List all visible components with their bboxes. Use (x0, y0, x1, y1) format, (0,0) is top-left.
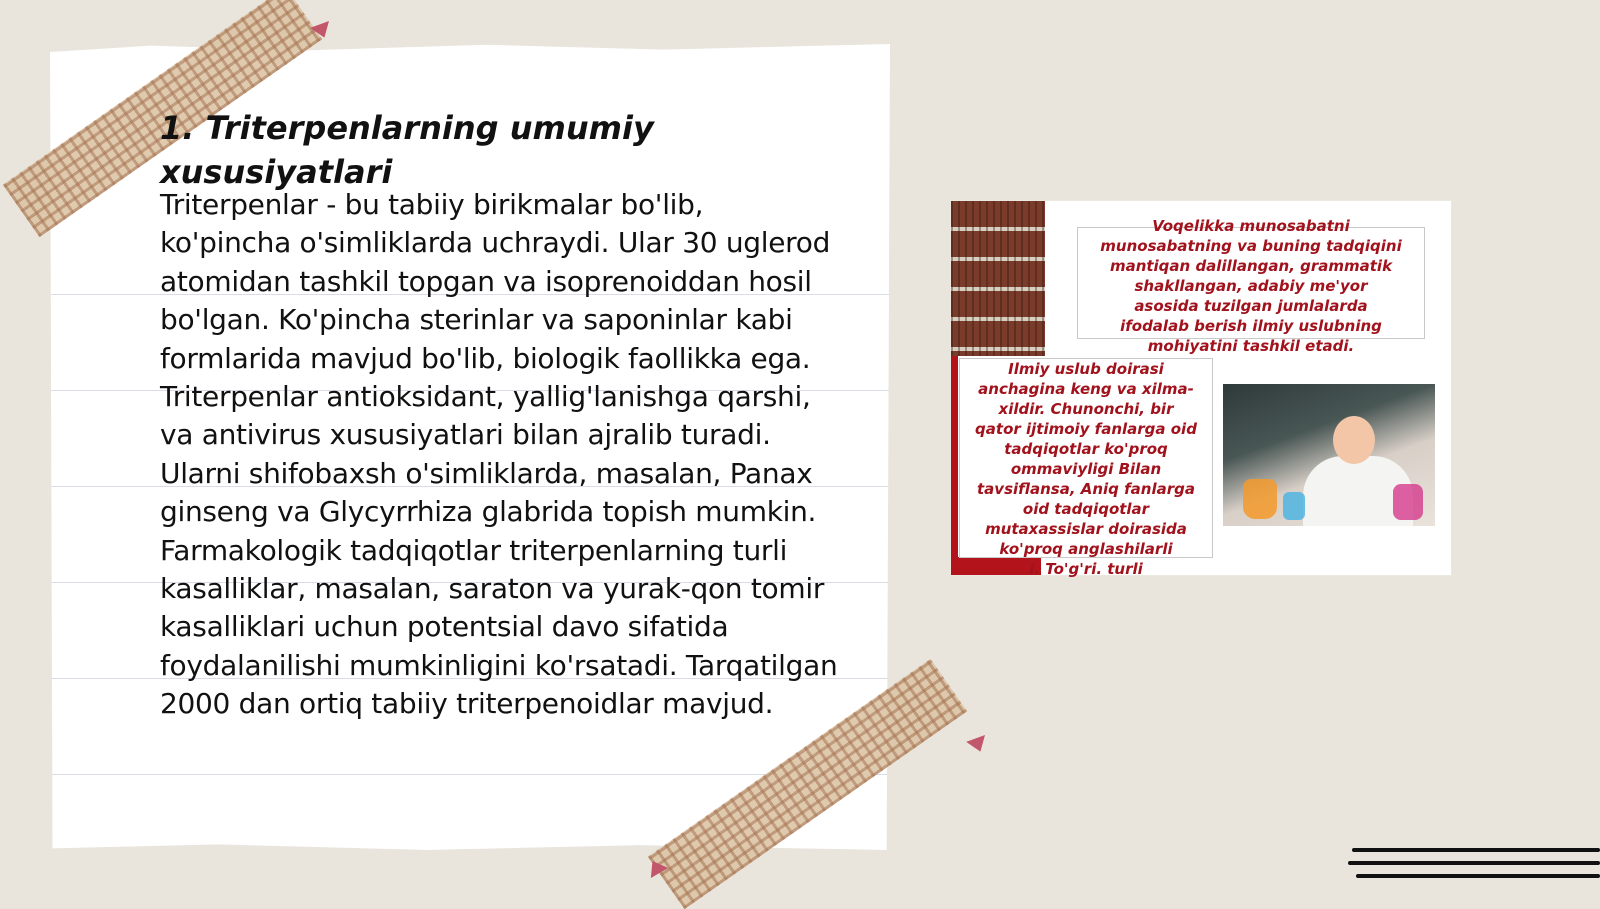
flask-blue-shape (1283, 492, 1305, 520)
slide-title: 1. Triterpenlarning umumiy xususiyatlari (160, 109, 654, 191)
image-text-line: asosida tuzilgan jumlalarda (1134, 297, 1368, 315)
image-text-line: qator ijtimoiy fanlarga oid (975, 420, 1197, 438)
flask-orange-shape (1243, 479, 1277, 519)
slide-body-text: Triterpenlar - bu tabiiy birikmalar bo'lib, ko'pincha o'simliklarda uchraydi. Ular 30 uglerod atomidan tashkil topgan va isoprenoiddan hosil bo'lgan. Ko'pincha sterinlar va saponinlar kabi formlarida mavjud bo'lib, biologik faollikka ega. Triterpenlar antioksidant, yallig'lanishga qarshi, va antivirus xususiyatlari bilan ajralib turadi. Ularni shifobaxsh o'simliklarda, masalan, Panax ginseng va Glycyrrhiza glabrida topish mumkin. Farmakologik tadqiqotlar triterpenlarning turli kasalliklar, masalan, saraton va yurak-qon tomir kasalliklari uchun potentsial davo sifatida foydalanilishi mumkinligini ko'rsatadi. Tarqatilgan 2000 dan ortiq tabiiy triterpenoidlar mavjud. (160, 188, 838, 721)
flask-pink-shape (1393, 484, 1423, 520)
tape-pin-bottom-right (966, 735, 990, 755)
image-text-line: Ilmiy uslub doirasi (1008, 360, 1164, 378)
library-shelves-picture (951, 201, 1045, 356)
brush-stroke (1356, 874, 1600, 878)
image-text-box-left (959, 358, 1213, 578)
illustration-image (950, 200, 1452, 576)
image-text-line: shakllangan, adabiy me'yor (1134, 277, 1368, 295)
brush-stroke (1352, 848, 1600, 852)
image-text-line: tavsiflansa, Aniq fanlarga (977, 480, 1195, 498)
image-text-line: mohiyatini tashkil etadi. (1147, 337, 1355, 355)
image-text-line: tadqiqotlar ko'proq (1004, 440, 1168, 458)
image-text-line: ommaviyligi Bilan (1010, 460, 1162, 478)
image-text-line: mutaxassislar doirasida (985, 520, 1187, 538)
red-accent-bar (951, 356, 958, 575)
brush-stroke (1348, 861, 1600, 865)
decorative-brush-strokes (1348, 848, 1600, 887)
image-text-line: munosabatning va buning tadqiqini (1100, 237, 1402, 255)
image-text-box-top (1077, 217, 1425, 355)
image-text-line: oid tadqiqotlar (1022, 500, 1150, 518)
image-text-line: i. To'g'ri. turli (1029, 560, 1143, 578)
image-text-line: xildir. Chunonchi, bir (998, 400, 1174, 418)
image-text-line: ko'proq anglashilarli (999, 540, 1173, 558)
lab-child-picture (1223, 384, 1435, 526)
image-text-line: ifodalab berish ilmiy uslubning (1120, 317, 1382, 335)
tape-pin-top (310, 21, 334, 41)
image-text-line: mantiqan dalillangan, grammatik (1109, 257, 1393, 275)
image-text-line: anchagina keng va xilma- (978, 380, 1194, 398)
child-face-shape (1333, 416, 1375, 464)
image-text-line: Voqelikka munosabatni (1152, 217, 1350, 235)
